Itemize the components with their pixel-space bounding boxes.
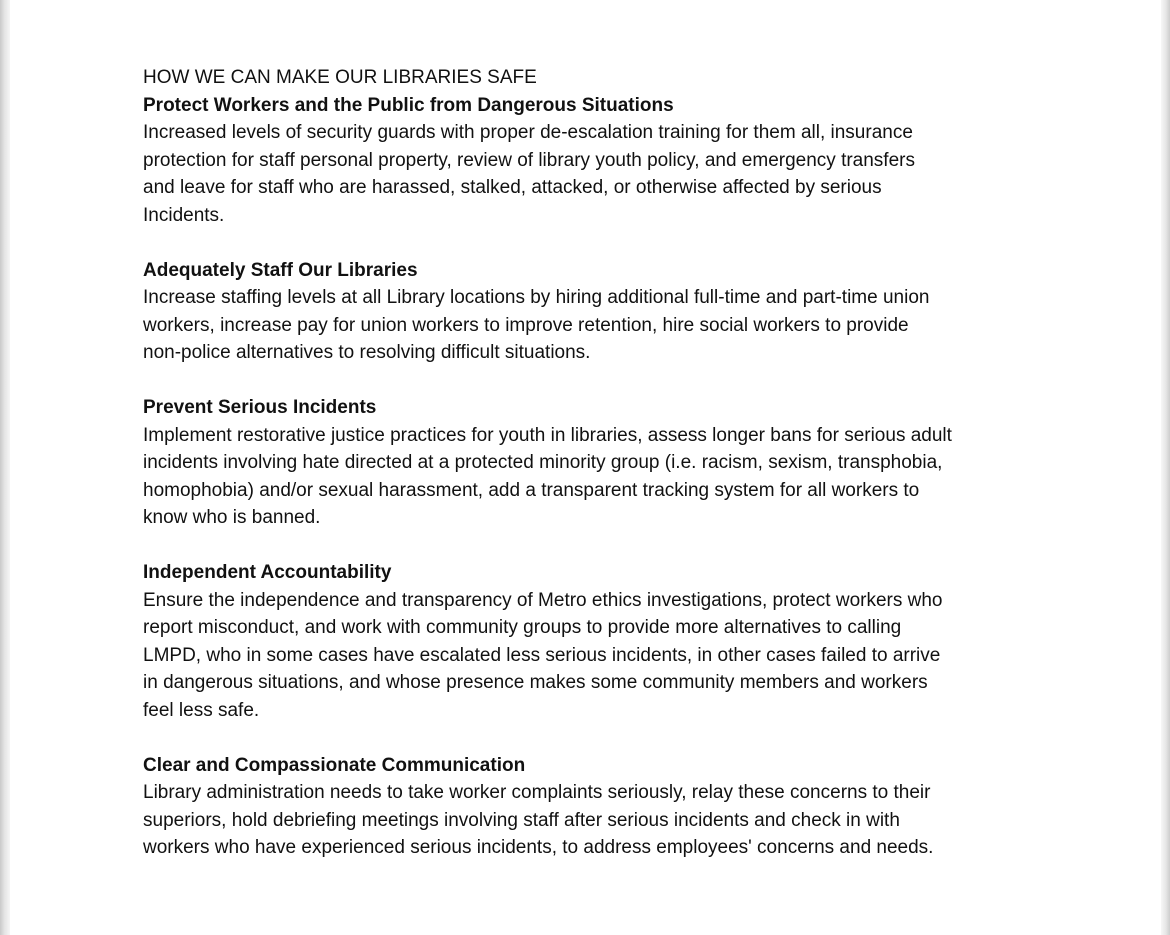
body-line: feel less safe.: [143, 699, 260, 721]
section-heading: Prevent Serious Incidents: [143, 397, 377, 418]
body-line: LMPD, who in some cases have escalated less serious incidents, in other cases failed to arrive: [143, 644, 941, 666]
body-line: and leave for staff who are harassed, stalked, attacked, or otherwise affected by serious: [143, 177, 882, 198]
section-prevent-incidents: [143, 394, 1043, 532]
body-line: Ensure the independence and transparency of Metro ethics investigations, protect workers who: [143, 589, 943, 611]
body-line: report misconduct, and work with community groups to provide more alternatives to calling: [143, 617, 902, 638]
section-adequately-staff: [143, 257, 1043, 367]
body-line: incidents involving hate directed at a protected minority group (i.e. racism, sexism, transphobia,: [143, 452, 943, 473]
body-line: in dangerous situations, and whose presence makes some community members and workers: [143, 672, 928, 693]
section-body: [143, 119, 1043, 229]
section-heading: Protect Workers and the Public from Dangerous Situations: [143, 94, 674, 116]
body-line: workers, increase pay for union workers to improve retention, hire social workers to provide: [143, 314, 909, 336]
page-right-edge: [1161, 0, 1170, 935]
section-heading: Independent Accountability: [143, 562, 392, 583]
page-left-edge: [0, 0, 10, 935]
document-title: HOW WE CAN MAKE OUR LIBRARIES SAFE: [143, 67, 537, 88]
document-page: [143, 64, 1043, 889]
body-line: Increase staffing levels at all Library locations by hiring additional full-time and part-time union: [143, 287, 930, 308]
body-line: superiors, hold debriefing meetings involving staff after serious incidents and check in with: [143, 809, 900, 831]
body-line: homophobia) and/or sexual harassment, add a transparent tracking system for all workers to: [143, 479, 920, 501]
section-body: [143, 779, 1043, 862]
section-body: [143, 284, 1043, 367]
body-line: Incidents.: [143, 204, 225, 226]
section-heading: Adequately Staff Our Libraries: [143, 259, 418, 281]
section-clear-communication: [143, 752, 1043, 862]
section-independent-accountability: [143, 559, 1043, 724]
body-line: know who is banned.: [143, 507, 321, 528]
body-line: Increased levels of security guards with proper de-escalation training for them all, insurance: [143, 122, 913, 143]
body-line: workers who have experienced serious incidents, to address employees' concerns and needs.: [143, 837, 934, 858]
body-line: Implement restorative justice practices for youth in libraries, assess longer bans for serious adult: [143, 424, 952, 446]
section-body: [143, 422, 1043, 532]
section-protect-workers: [143, 92, 1043, 230]
body-line: protection for staff personal property, review of library youth policy, and emergency transfers: [143, 149, 915, 171]
section-body: [143, 587, 1043, 725]
body-line: non-police alternatives to resolving difficult situations.: [143, 342, 591, 363]
body-line: Library administration needs to take worker complaints seriously, relay these concerns to their: [143, 782, 931, 803]
section-heading: Clear and Compassionate Communication: [143, 754, 526, 776]
